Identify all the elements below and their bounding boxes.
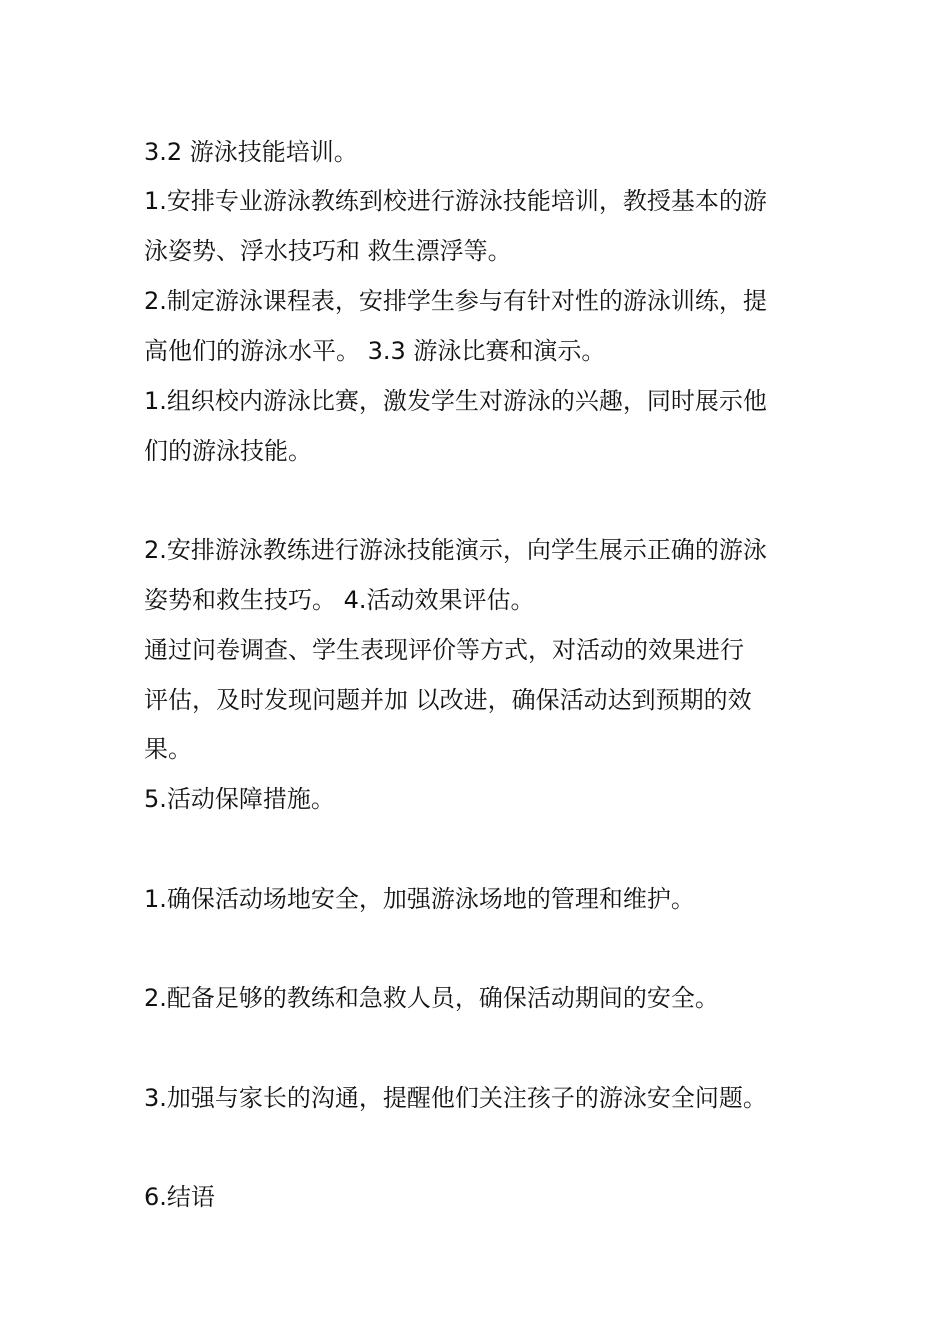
list-item: 3.加强与家长的沟通，提醒他们关注孩子的游泳安全问题。	[144, 1084, 767, 1112]
list-item: 1.确保活动场地安全，加强游泳场地的管理和维护。	[144, 885, 695, 913]
paragraph-line: 高他们的游泳水平。 3.3 游泳比赛和演示。	[144, 337, 606, 365]
paragraph-line: 果。	[144, 735, 192, 763]
list-item: 2.配备足够的教练和急救人员，确保活动期间的安全。	[144, 984, 719, 1012]
section-heading-5: 5.活动保障措施。	[144, 785, 335, 813]
paragraph-line: 1.组织校内游泳比赛，激发学生对游泳的兴趣，同时展示他	[144, 387, 767, 415]
paragraph-line: 评估，及时发现问题并加 以改进，确保活动达到预期的效	[144, 686, 752, 714]
paragraph-line: 泳姿势、浮水技巧和 救生漂浮等。	[144, 237, 512, 265]
paragraph-line: 2.安排游泳教练进行游泳技能演示，向学生展示正确的游泳	[144, 536, 767, 564]
section-heading-6: 6.结语	[144, 1183, 215, 1211]
paragraph-line: 2.制定游泳课程表，安排学生参与有针对性的游泳训练，提	[144, 287, 767, 315]
paragraph-line: 1.安排专业游泳教练到校进行游泳技能培训，教授基本的游	[144, 187, 767, 215]
paragraph-line: 通过问卷调查、学生表现评价等方式，对活动的效果进行	[144, 636, 744, 664]
section-heading-3-2: 3.2 游泳技能培训。	[144, 138, 358, 166]
paragraph-line: 姿势和救生技巧。 4.活动效果评估。	[144, 586, 535, 614]
paragraph-line: 们的游泳技能。	[144, 437, 312, 465]
